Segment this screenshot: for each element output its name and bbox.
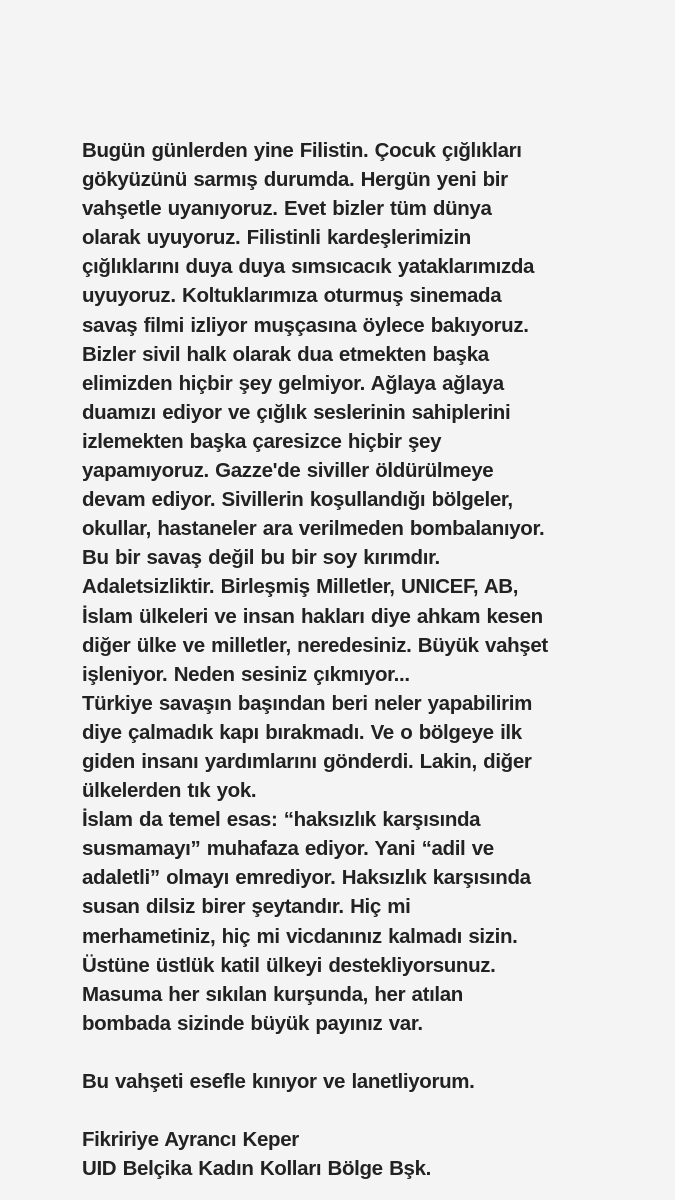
paragraph-line: Masuma her sıkılan kurşunda, her atılan xyxy=(82,982,463,1006)
paragraph-line: devam ediyor. Sivillerin koşullandığı bölgeler, xyxy=(82,488,513,512)
main-paragraph xyxy=(82,136,652,1038)
paragraph-line: İslam ülkeleri ve insan hakları diye ahkam kesen xyxy=(82,604,543,628)
paragraph-line: savaş filmi izliyor muşçasına öylece bakıyoruz. xyxy=(82,313,529,337)
paragraph-line: diye çalmadık kapı bırakmadı. Ve o bölgeye ilk xyxy=(82,720,522,744)
paragraph-line: vahşetle uyanıyoruz. Evet bizler tüm dünya xyxy=(82,197,492,221)
paragraph-line: bombada sizinde büyük payınız var. xyxy=(82,1011,423,1035)
paragraph-line: Bizler sivil halk olarak dua etmekten başka xyxy=(82,342,489,366)
paragraph-line: adaletli” olmayı emrediyor. Haksızlık karşısında xyxy=(82,866,531,890)
signature-title: UID Belçika Kadın Kolları Bölge Bşk. xyxy=(82,1157,431,1181)
paragraph-line: Türkiye savaşın başından beri neler yapabilirim xyxy=(82,691,532,715)
paragraph-line: diğer ülke ve milletler, neredesiniz. Büyük vahşet xyxy=(82,633,548,657)
paragraph-line: duamızı ediyor ve çığlık seslerinin sahiplerini xyxy=(82,400,511,424)
paragraph-line: izlemekten başka çaresizce hiçbir şey xyxy=(82,429,442,453)
paragraph-line: ülkelerden tık yok. xyxy=(82,779,257,803)
paragraph-line: giden insanı yardımlarını gönderdi. Lakin, diğer xyxy=(82,749,532,773)
signature-block xyxy=(82,1125,652,1183)
signature-name: Fikririye Ayrancı Keper xyxy=(82,1128,299,1152)
statement-text xyxy=(82,136,652,1183)
paragraph-line: uyuyoruz. Koltuklarımıza oturmuş sinemada xyxy=(82,284,502,308)
paragraph-line: çığlıklarını duya duya sımsıcacık yataklarımızda xyxy=(82,255,535,279)
closing-statement: Bu vahşeti esefle kınıyor ve lanetliyorum. xyxy=(82,1070,475,1093)
paragraph-line: işleniyor. Neden sesiniz çıkmıyor... xyxy=(82,662,410,686)
paragraph-line: yapamıyoruz. Gazze'de siviller öldürülmeye xyxy=(82,459,494,483)
paragraph-line: gökyüzünü sarmış durumda. Hergün yeni bir xyxy=(82,168,508,192)
paragraph-line: Adaletsizliktir. Birleşmiş Milletler, UNICEF, AB, xyxy=(82,575,519,599)
paragraph-line: merhametiniz, hiç mi vicdanınız kalmadı sizin. xyxy=(82,924,518,948)
paragraph-line: okullar, hastaneler ara verilmeden bombalanıyor. xyxy=(82,517,545,541)
paragraph-line: susan dilsiz birer şeytandır. Hiç mi xyxy=(82,895,411,919)
paragraph-line: Bugün günlerden yine Filistin. Çocuk çığlıkları xyxy=(82,139,522,162)
paragraph-line: Bu bir savaş değil bu bir soy kırımdır. xyxy=(82,546,440,570)
paragraph-line: susmamayı” muhafaza ediyor. Yani “adil ve xyxy=(82,837,494,861)
paragraph-line: elimizden hiçbir şey gelmiyor. Ağlaya ağlaya xyxy=(82,371,504,395)
paragraph-line: olarak uyuyoruz. Filistinli kardeşlerimizin xyxy=(82,226,471,250)
paragraph-line: İslam da temel esas: “haksızlık karşısında xyxy=(82,808,481,832)
paragraph-line: Üstüne üstlük katil ülkeyi destekliyorsunuz. xyxy=(82,953,496,977)
